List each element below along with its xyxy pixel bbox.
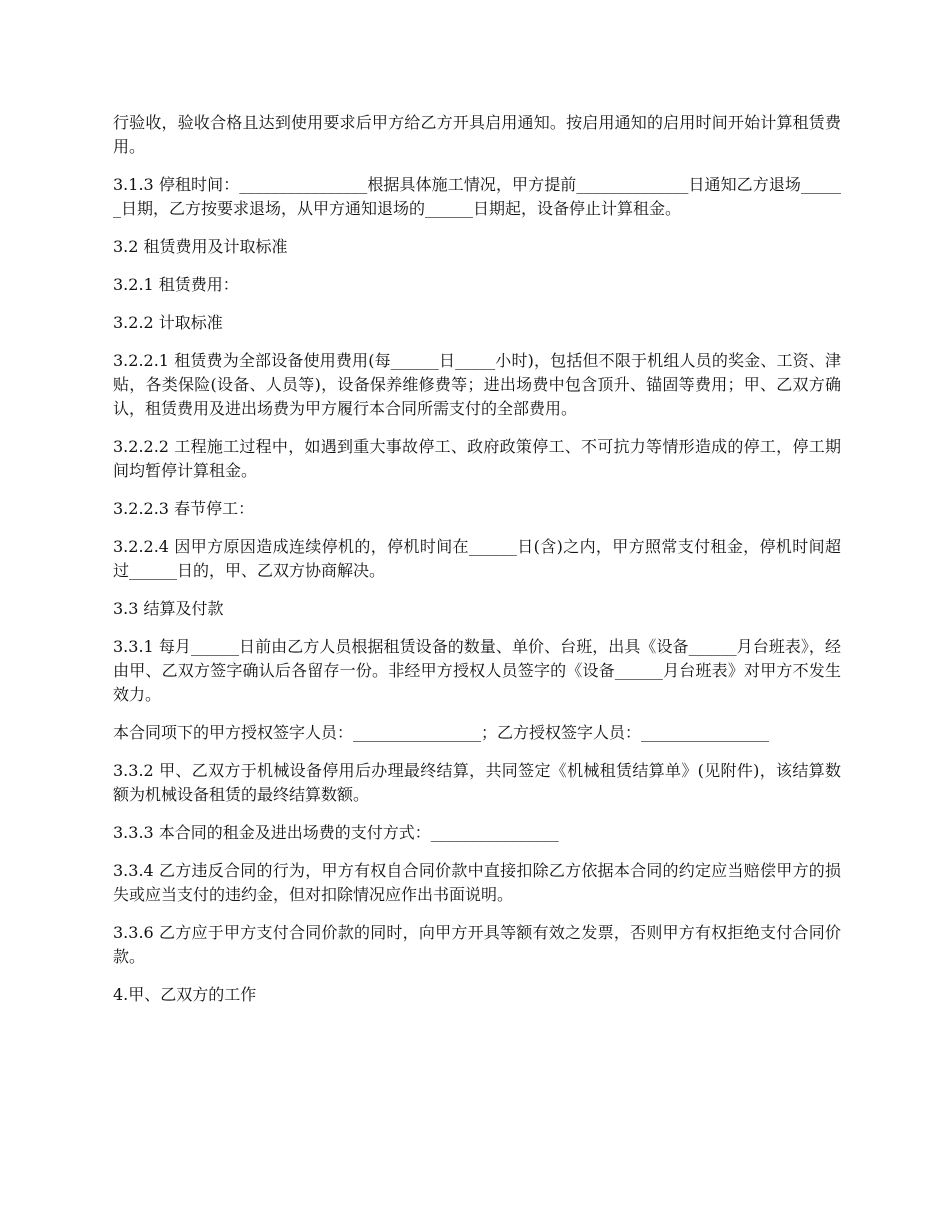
document-page (113, 111, 841, 1021)
paragraph-3-3-3: 3.3.3 本合同的租金及进出场费的支付方式：________________ (113, 823, 559, 842)
paragraph-3-3-2: 3.3.2 甲、乙双方于机械设备停用后办理最终结算，共同签定《机械租赁结算单》(见附件)，该结算数额为机械设备租赁的最终结算数额。 (113, 761, 841, 804)
paragraph-3-3-4: 3.3.4 乙方违反合同的行为，甲方有权自合同价款中直接扣除乙方依据本合同的约定应当赔偿甲方的损失或应当支付的违约金，但对扣除情况应作出书面说明。 (113, 861, 841, 904)
heading-4-duties: 4.甲、乙双方的工作 (113, 985, 257, 1004)
paragraph-3-3-6: 3.3.6 乙方应于甲方支付合同价款的同时，向甲方开具等额有效之发票，否则甲方有权拒绝支付合同价款。 (113, 923, 841, 966)
paragraph-3-3-1: 3.3.1 每月______日前由乙方人员根据租赁设备的数量、单价、台班，出具《设备______月台班表》，经由甲、乙双方签字确认后各留存一份。非经甲方授权人员签字的《设备______月台班表》对甲方不发生效力。 (113, 637, 841, 704)
heading-3-2-2-standard: 3.2.2 计取标准 (113, 313, 223, 332)
paragraph-acceptance-continuation: 行验收，验收合格且达到使用要求后甲方给乙方开具启用通知。按启用通知的启用时间开始计算租赁费用。 (113, 113, 841, 156)
paragraph-3-1-3-rent-stop: 3.1.3 停租时间：________________根据具体施工情况，甲方提前______________日通知乙方退场______日期，乙方按要求退场，从甲方通知退场的______日期起，设备停止计算租金。 (113, 175, 841, 218)
paragraph-3-2-1-rental-fee: 3.2.1 租赁费用： (113, 275, 239, 294)
paragraph-3-2-2-4: 3.2.2.4 因甲方原因造成连续停机的，停机时间在______日(含)之内，甲方照常支付租金，停机时间超过______日的，甲、乙双方协商解决。 (113, 537, 841, 580)
heading-3-2-rental-fees: 3.2 租赁费用及计取标准 (113, 237, 288, 256)
paragraph-3-2-2-3: 3.2.2.3 春节停工： (113, 499, 255, 518)
paragraph-signatories: 本合同项下的甲方授权签字人员：________________；乙方授权签字人员：________________ (113, 723, 770, 742)
paragraph-3-2-2-1: 3.2.2.1 租赁费为全部设备使用费用(每______日_____小时)，包括但不限于机组人员的奖金、工资、津贴，各类保险(设备、人员等)，设备保养维修费等；进出场费中包含顶升、锚固等费用；甲、乙双方确认，租赁费用及进出场费为甲方履行本合同所需支付的全部费用。 (113, 351, 841, 418)
heading-3-3-settlement: 3.3 结算及付款 (113, 599, 224, 618)
paragraph-3-2-2-2: 3.2.2.2 工程施工过程中，如遇到重大事故停工、政府政策停工、不可抗力等情形造成的停工，停工期间均暂停计算租金。 (113, 437, 841, 480)
